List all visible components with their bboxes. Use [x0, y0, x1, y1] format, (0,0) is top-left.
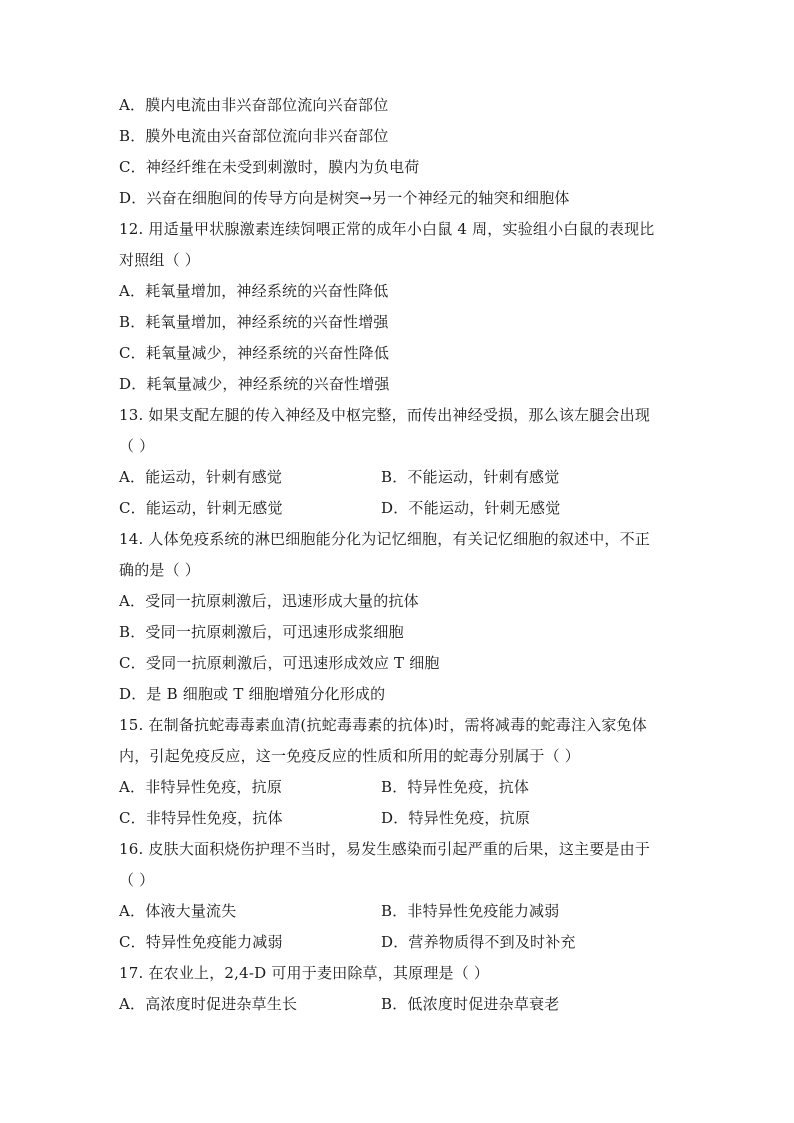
q13-stem-line2: （ ）: [119, 437, 155, 455]
q17-option-b: B．低浓度时促进杂草衰老: [381, 995, 560, 1013]
q16-option-a: A．体液大量流失: [119, 902, 237, 920]
q11-option-c: C．神经纤维在未受到刺激时，膜内为负电荷: [119, 158, 420, 176]
q15-option-c: C．非特异性免疫，抗体: [119, 809, 283, 827]
q15-options-row2: [119, 803, 689, 834]
q15-stem-line1: 15. 在制备抗蛇毒毒素血清(抗蛇毒毒素的抗体)时，需将减毒的蛇毒注入家兔体: [119, 716, 647, 734]
q16-option-b: B．非特异性免疫能力减弱: [381, 902, 560, 920]
q12-option-c: C．耗氧量减少，神经系统的兴奋性降低: [119, 344, 390, 362]
q17-option-a: A．高浓度时促进杂草生长: [119, 995, 298, 1013]
q12-stem-line1: 12. 用适量甲状腺激素连续饲喂正常的成年小白鼠 4 周，实验组小白鼠的表现比: [119, 220, 655, 238]
q16-option-d: D．营养物质得不到及时补充: [381, 933, 576, 951]
q12-option-b: B．耗氧量增加，神经系统的兴奋性增强: [119, 313, 389, 331]
q14-option-a: A．受同一抗原刺激后，迅速形成大量的抗体: [119, 592, 419, 610]
q13-option-b: B．不能运动，针刺有感觉: [381, 468, 560, 486]
q11-option-d: D．兴奋在细胞间的传导方向是树突→另一个神经元的轴突和细胞体: [119, 189, 570, 207]
q14-option-c: C．受同一抗原刺激后，可迅速形成效应 T 细胞: [119, 654, 440, 672]
q13-option-a: A．能运动，针刺有感觉: [119, 468, 283, 486]
q11-option-b: B．膜外电流由兴奋部位流向非兴奋部位: [119, 127, 389, 145]
q13-stem-line1: 13. 如果支配左腿的传入神经及中枢完整，而传出神经受损，那么该左腿会出现: [119, 406, 651, 424]
q14-option-b: B．受同一抗原刺激后，可迅速形成浆细胞: [119, 623, 404, 641]
q16-option-c: C．特异性免疫能力减弱: [119, 933, 283, 951]
q16-stem-line2: （ ）: [119, 871, 155, 889]
q15-options-row1: [119, 772, 689, 803]
q14-option-d: D．是 B 细胞或 T 细胞增殖分化形成的: [119, 685, 386, 703]
q15-stem-line2: 内，引起免疫反应，这一免疫反应的性质和所用的蛇毒分别属于（ ）: [119, 747, 580, 765]
q12-option-d: D．耗氧量减少，神经系统的兴奋性增强: [119, 375, 390, 393]
q12-stem-line2: 对照组（ ）: [119, 251, 200, 269]
q16-options-row1: [119, 896, 689, 927]
q13-options-row2: [119, 493, 689, 524]
exam-page: [119, 90, 689, 1020]
q13-option-c: C．能运动，针刺无感觉: [119, 499, 283, 517]
q16-stem-line1: 16. 皮肤大面积烧伤护理不当时，易发生感染而引起严重的后果，这主要是由于: [119, 840, 651, 858]
q14-stem-line2: 确的是（ ）: [119, 561, 200, 579]
q16-options-row2: [119, 927, 689, 958]
q11-option-a: A．膜内电流由非兴奋部位流向兴奋部位: [119, 96, 389, 114]
q12-option-a: A．耗氧量增加，神经系统的兴奋性降低: [119, 282, 389, 300]
q17-stem-line1: 17. 在农业上，2,4-D 可用于麦田除草，其原理是（ ）: [119, 964, 490, 982]
q14-stem-line1: 14. 人体免疫系统的淋巴细胞能分化为记忆细胞，有关记忆细胞的叙述中，不正: [119, 530, 651, 548]
q13-option-d: D．不能运动，针刺无感觉: [381, 499, 561, 517]
q15-option-d: D．特异性免疫，抗原: [381, 809, 531, 827]
q17-options-row1: [119, 989, 689, 1020]
q15-option-a: A．非特异性免疫，抗原: [119, 778, 283, 796]
q15-option-b: B．特异性免疫，抗体: [381, 778, 530, 796]
q13-options-row1: [119, 462, 689, 493]
